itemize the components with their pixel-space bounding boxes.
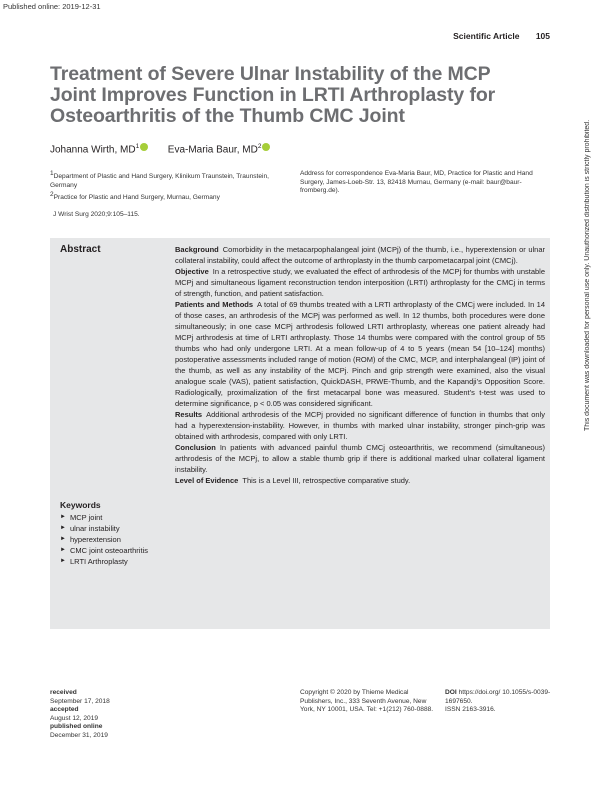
citation: J Wrist Surg 2020;9:105–115. (53, 211, 140, 218)
keyword-text: MCP joint (70, 513, 103, 522)
abstract-section (175, 442, 545, 475)
abstract-section-heading: Patients and Methods (175, 300, 254, 309)
abstract-section-text: This is a Level III, retrospective comparative study. (242, 476, 411, 485)
page-number: 105 (535, 31, 550, 41)
running-header (453, 31, 550, 41)
orcid-icon[interactable] (262, 143, 270, 151)
affiliation-sup: 2 (50, 191, 54, 199)
correspondence (300, 170, 550, 196)
author-sup: 1 (135, 143, 140, 150)
abstract-section (175, 244, 545, 266)
abstract-section-heading: Background (175, 245, 219, 254)
history-label: received (50, 689, 77, 696)
abstract-section-text: In patients with advanced painful thumb CMCj osteoarthritis, we recommend (simultaneous) arthrodesis of the MCPj, to allow a stable thumb grip if there is additional marked ulnar collateral ligament instability. (175, 443, 545, 474)
abstract-section-text: Comorbidity in the metacarpophalangeal joint (MCPj) of the thumb, i.e., hyperextension or ulnar collateral instability, could affect the outcome of arthroplasty in the thumb carpometacarpal joint (CMCj). (175, 245, 545, 265)
arrow-right-icon: ► (60, 536, 66, 542)
abstract-section-text: A total of 69 thumbs treated with a LRTI arthroplasty of the CMCj were included. In 14 of those cases, an arthrodesis of the MCPj was performed as well. In 12 thumbs, both procedures were done simultaneously; in one case MCPj arthrodesis followed LRTI arthroplasty, whereas one patient already had MCPj arthrodesis at time of LRTI arthroplasty. Those 14 thumbs were compared with the control group of 55 thumbs who had only undergone LRTI. At a mean follow-up of 4 to 5 years (mean 54 [10–124] months) postoperative assessments included range of motion (ROM) of the CMC, MCP, and interphalangeal (IP) joint of the thumb, as well as any instability of the MCPj. Pinch and grip strength were examined, also the visual analogue scale (VAS), patient satisfaction, QuickDASH, PRWE-Thumb, and the Kapandji’s Opposition Score. Radiologically, proximalization of the first metacarpal bone was measured. Student’s t-test was used to determine significance, p < 0.05 was considered significant. (175, 300, 545, 408)
correspondence-label: Address for correspondence (300, 170, 383, 177)
keyword-item[interactable] (60, 556, 170, 567)
abstract-heading: Abstract (60, 244, 101, 255)
keyword-item[interactable] (60, 545, 170, 556)
history-date: September 17, 2018 (50, 697, 110, 705)
title-line: Osteoarthritis of the Thumb CMC Joint (50, 105, 405, 127)
abstract-section (175, 409, 545, 442)
history-date: August 12, 2019 (50, 714, 99, 722)
copyright: Copyright © 2020 by Thieme Medical Publishers, Inc., 333 Seventh Avenue, New York, NY 10001, USA. Tel: +1(212) 760-0888. (300, 689, 434, 714)
abstract-section-heading: Conclusion (175, 443, 216, 452)
keywords (60, 500, 170, 567)
title-line: Treatment of Severe Ulnar Instability of the MCP (50, 63, 491, 85)
title-line: Joint Improves Function in LRTI Arthroplasty for (50, 84, 496, 106)
affiliation-text: Department of Plastic and Hand Surgery, Klinikum Traunstein, Traunstein, Germany (50, 173, 270, 189)
keyword-item[interactable] (60, 523, 170, 534)
author-list (50, 143, 270, 155)
author-name[interactable]: Johanna Wirth, MD (50, 144, 136, 156)
doi-label: DOI (445, 689, 457, 696)
abstract-body (175, 244, 545, 486)
arrow-right-icon: ► (60, 558, 66, 564)
keyword-text: LRTI Arthroplasty (70, 557, 128, 566)
abstract-section (175, 266, 545, 299)
history-date: December 31, 2019 (50, 731, 108, 739)
abstract-section-heading: Objective (175, 267, 209, 276)
affiliation-item (50, 170, 290, 190)
doi-block (445, 689, 555, 715)
abstract-section-heading: Level of Evidence (175, 476, 239, 485)
article-history (50, 689, 110, 741)
keyword-text: CMC joint osteoarthritis (70, 546, 148, 555)
arrow-right-icon: ► (60, 514, 66, 520)
section-label: Scientific Article (453, 31, 520, 41)
orcid-icon[interactable] (140, 143, 148, 151)
published-stamp: Published online: 2019-12-31 (3, 2, 101, 11)
author-sup: 2 (257, 143, 262, 150)
correspondence-text[interactable]: Eva-Maria Baur, MD, Practice for Plastic and Hand Surgery, James-Loeb-Str. 13, 82418 Murnau, Germany (e-mail: baur@baur-fromberg.de). (300, 170, 533, 195)
author-name[interactable]: Eva-Maria Baur, MD (167, 144, 258, 156)
issn: ISSN 2163-3916. (445, 706, 496, 714)
affiliation-text: Practice for Plastic and Hand Surgery, Murnau, Germany (53, 194, 220, 202)
keyword-item[interactable] (60, 534, 170, 545)
keyword-text: ulnar instability (70, 524, 120, 533)
arrow-right-icon: ► (60, 525, 66, 531)
history-label: published online (50, 723, 103, 731)
affiliation-item (50, 191, 290, 203)
abstract-section-text: In a retrospective study, we evaluated the effect of arthrodesis of the MCPj for thumbs with unstable MCPj and simultaneous ligament reconstruction tendon interposition (LRTI) arthroplasty for the CMCj in terms of strength, function, and patient satisfaction. (175, 267, 545, 298)
abstract-section-heading: Results (175, 410, 203, 419)
keyword-text: hyperextension (70, 535, 121, 544)
download-notice: This document was downloaded for personal use only. Unauthorized distribution is strictly prohibited. (584, 120, 591, 432)
abstract-section (175, 475, 545, 486)
affiliations (50, 170, 290, 204)
keywords-heading: Keywords (60, 500, 101, 510)
abstract-section (175, 299, 545, 409)
doi-link[interactable]: https://doi.org/ 10.1055/s-0039-1697650. (445, 689, 551, 705)
abstract-section-text: Additional arthrodesis of the MCPj provided no significant difference of function in thumbs that only had a hyperextension-instability. However, in thumbs with marked ulnar instability, stronger pinch-grip was obtained with arthrodesis, compared with only LRTI. (175, 410, 545, 441)
history-label: accepted (50, 706, 79, 714)
article-title (50, 64, 550, 127)
keyword-item[interactable] (60, 512, 170, 523)
affiliation-sup: 1 (50, 170, 54, 177)
arrow-right-icon: ► (60, 547, 66, 553)
